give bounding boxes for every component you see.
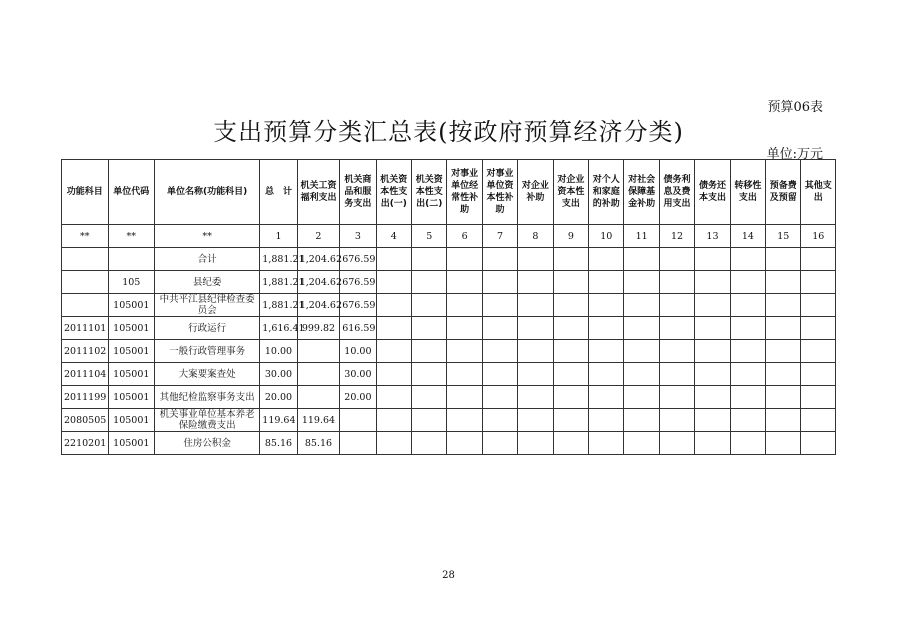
table-cell	[376, 363, 411, 386]
index-cell: 16	[801, 225, 836, 248]
column-header: 机关资本性支出(一)	[376, 160, 411, 225]
table-cell	[482, 432, 517, 455]
table-cell: 999.82	[297, 317, 339, 340]
table-cell	[730, 409, 765, 432]
table-cell	[624, 340, 659, 363]
table-cell: 1,881.21	[260, 248, 297, 271]
column-header: 机关商品和服务支出	[340, 160, 376, 225]
table-cell	[659, 432, 694, 455]
index-cell: **	[155, 225, 260, 248]
table-cell	[340, 432, 376, 455]
table-cell: 1,616.41	[260, 317, 297, 340]
table-row	[62, 248, 836, 271]
column-header: 其他支出	[801, 160, 836, 225]
budget-table	[61, 159, 836, 455]
table-cell: 105001	[108, 432, 155, 455]
table-cell	[447, 294, 482, 317]
page-title: 支出预算分类汇总表(按政府预算经济分类)	[213, 118, 684, 146]
table-cell	[376, 248, 411, 271]
index-cell: 6	[447, 225, 482, 248]
table-cell	[730, 294, 765, 317]
table-cell: 105001	[108, 409, 155, 432]
table-cell	[297, 363, 339, 386]
table-cell	[730, 248, 765, 271]
table-cell: 1,881.21	[260, 271, 297, 294]
table-cell: 105001	[108, 317, 155, 340]
table-header-row	[62, 160, 836, 225]
table-cell	[766, 432, 801, 455]
table-cell	[589, 248, 624, 271]
table-cell	[518, 432, 553, 455]
table-cell: 676.59	[340, 294, 376, 317]
table-cell	[553, 386, 588, 409]
index-cell: 10	[589, 225, 624, 248]
table-cell	[589, 363, 624, 386]
table-cell	[412, 248, 447, 271]
table-cell	[62, 294, 109, 317]
table-cell: 105001	[108, 340, 155, 363]
table-cell	[412, 409, 447, 432]
table-cell: 1,204.62	[297, 248, 339, 271]
table-cell	[659, 317, 694, 340]
table-cell	[801, 340, 836, 363]
table-cell: 30.00	[340, 363, 376, 386]
table-cell	[553, 294, 588, 317]
table-cell: 大案要案查处	[155, 363, 260, 386]
table-cell	[730, 432, 765, 455]
column-header: 机关工资福利支出	[297, 160, 339, 225]
table-cell	[730, 386, 765, 409]
table-cell: 119.64	[297, 409, 339, 432]
column-header: 债务还本支出	[695, 160, 730, 225]
table-cell	[376, 386, 411, 409]
table-cell	[518, 363, 553, 386]
table-cell	[801, 363, 836, 386]
index-cell: 14	[730, 225, 765, 248]
index-cell: 11	[624, 225, 659, 248]
table-cell	[482, 248, 517, 271]
table-cell: 30.00	[260, 363, 297, 386]
table-cell: 676.59	[340, 248, 376, 271]
table-cell	[482, 409, 517, 432]
index-cell: 8	[518, 225, 553, 248]
table-cell	[482, 363, 517, 386]
table-cell	[766, 271, 801, 294]
column-index-row	[62, 225, 836, 248]
column-header: 总 计	[260, 160, 297, 225]
table-cell	[482, 271, 517, 294]
table-cell: 县纪委	[155, 271, 260, 294]
table-body	[62, 225, 836, 455]
table-cell	[659, 271, 694, 294]
table-cell	[297, 386, 339, 409]
table-cell: 机关事业单位基本养老保险缴费支出	[155, 409, 260, 432]
table-cell	[730, 340, 765, 363]
column-header: 转移性支出	[730, 160, 765, 225]
table-cell	[589, 340, 624, 363]
table-cell	[482, 386, 517, 409]
table-cell	[518, 386, 553, 409]
table-cell	[376, 294, 411, 317]
table-cell	[695, 432, 730, 455]
table-cell	[553, 409, 588, 432]
table-cell	[412, 363, 447, 386]
table-cell	[589, 432, 624, 455]
table-cell	[659, 340, 694, 363]
table-cell	[376, 409, 411, 432]
table-cell	[624, 294, 659, 317]
table-cell	[801, 271, 836, 294]
table-cell: 105001	[108, 294, 155, 317]
table-cell	[376, 317, 411, 340]
table-row	[62, 294, 836, 317]
table-cell	[340, 409, 376, 432]
column-header: 对事业单位经常性补助	[447, 160, 482, 225]
table-cell	[624, 409, 659, 432]
column-header: 预备费及预留	[766, 160, 801, 225]
table-cell	[518, 271, 553, 294]
column-header: 对社会保障基金补助	[624, 160, 659, 225]
table-cell: 1,204.62	[297, 294, 339, 317]
column-header: 单位代码	[108, 160, 155, 225]
column-header: 机关资本性支出(二)	[412, 160, 447, 225]
table-cell	[801, 386, 836, 409]
table-cell	[447, 317, 482, 340]
table-cell	[624, 386, 659, 409]
table-cell	[412, 317, 447, 340]
table-cell: 20.00	[260, 386, 297, 409]
table-cell	[659, 294, 694, 317]
table-cell: 住房公积金	[155, 432, 260, 455]
index-cell: 1	[260, 225, 297, 248]
table-cell	[766, 294, 801, 317]
index-cell: 15	[766, 225, 801, 248]
table-row	[62, 340, 836, 363]
table-cell	[447, 248, 482, 271]
table-cell	[801, 294, 836, 317]
table-cell: 85.16	[297, 432, 339, 455]
table-cell: 一般行政管理事务	[155, 340, 260, 363]
column-header: 债务利息及费用支出	[659, 160, 694, 225]
table-cell	[518, 340, 553, 363]
table-cell	[695, 363, 730, 386]
column-header: 对个人和家庭的补助	[589, 160, 624, 225]
table-cell	[518, 317, 553, 340]
table-cell	[766, 409, 801, 432]
table-cell	[801, 317, 836, 340]
column-header: 功能科目	[62, 160, 109, 225]
table-cell	[553, 432, 588, 455]
table-cell	[447, 432, 482, 455]
table-cell	[518, 248, 553, 271]
page-number: 28	[442, 570, 455, 581]
table-cell: 2011104	[62, 363, 109, 386]
table-cell: 1,881.21	[260, 294, 297, 317]
table-cell	[624, 432, 659, 455]
table-cell	[695, 271, 730, 294]
index-cell: 2	[297, 225, 339, 248]
index-cell: 7	[482, 225, 517, 248]
table-cell	[62, 248, 109, 271]
table-cell	[412, 386, 447, 409]
table-cell	[695, 294, 730, 317]
table-cell: 105	[108, 271, 155, 294]
table-cell: 105001	[108, 386, 155, 409]
table-cell	[108, 248, 155, 271]
index-cell: 12	[659, 225, 694, 248]
index-cell: 5	[412, 225, 447, 248]
table-cell	[589, 294, 624, 317]
table-cell	[624, 248, 659, 271]
table-cell	[589, 271, 624, 294]
table-cell: 行政运行	[155, 317, 260, 340]
table-cell	[518, 409, 553, 432]
table-cell	[412, 432, 447, 455]
table-cell	[412, 294, 447, 317]
table-cell	[730, 317, 765, 340]
table-cell	[695, 409, 730, 432]
table-cell	[695, 248, 730, 271]
table-cell	[447, 363, 482, 386]
table-cell	[801, 432, 836, 455]
table-cell: 85.16	[260, 432, 297, 455]
form-number: 预算06表	[767, 100, 823, 115]
table-cell	[695, 317, 730, 340]
table-cell: 其他纪检监察事务支出	[155, 386, 260, 409]
table-cell	[766, 317, 801, 340]
table-cell	[766, 248, 801, 271]
table-cell	[624, 317, 659, 340]
table-row	[62, 386, 836, 409]
table-cell: 616.59	[340, 317, 376, 340]
table-cell	[730, 363, 765, 386]
table-cell	[482, 317, 517, 340]
table-cell	[412, 271, 447, 294]
table-cell	[624, 271, 659, 294]
table-cell	[447, 271, 482, 294]
table-cell	[376, 340, 411, 363]
unit-label: 单位:万元	[766, 147, 823, 162]
column-header: 对事业单位资本性补助	[482, 160, 517, 225]
index-cell: **	[108, 225, 155, 248]
table-cell: 2210201	[62, 432, 109, 455]
table-cell	[695, 340, 730, 363]
table-cell	[589, 386, 624, 409]
table-cell	[553, 248, 588, 271]
table-cell: 119.64	[260, 409, 297, 432]
table-cell	[659, 363, 694, 386]
table-cell	[589, 317, 624, 340]
table-cell	[730, 271, 765, 294]
table-cell	[659, 248, 694, 271]
table-cell	[553, 363, 588, 386]
table-cell: 2011101	[62, 317, 109, 340]
table-cell	[766, 363, 801, 386]
table-cell	[695, 386, 730, 409]
table-cell	[412, 340, 447, 363]
table-cell	[447, 409, 482, 432]
table-cell	[766, 340, 801, 363]
table-cell	[801, 248, 836, 271]
table-cell: 676.59	[340, 271, 376, 294]
table-cell: 2011199	[62, 386, 109, 409]
table-cell: 2080505	[62, 409, 109, 432]
table-cell	[553, 317, 588, 340]
table-row	[62, 409, 836, 432]
table-cell	[376, 432, 411, 455]
table-cell	[659, 409, 694, 432]
table-cell	[801, 409, 836, 432]
table-cell: 20.00	[340, 386, 376, 409]
table-cell: 2011102	[62, 340, 109, 363]
table-cell	[447, 340, 482, 363]
index-cell: **	[62, 225, 109, 248]
table-row	[62, 317, 836, 340]
table-cell	[482, 294, 517, 317]
table-row	[62, 432, 836, 455]
table-cell	[447, 386, 482, 409]
column-header: 对企业补助	[518, 160, 553, 225]
table-cell	[553, 271, 588, 294]
table-cell	[482, 340, 517, 363]
table-cell	[624, 363, 659, 386]
index-cell: 9	[553, 225, 588, 248]
table-cell	[766, 386, 801, 409]
table-cell	[518, 294, 553, 317]
column-header: 对企业资本性支出	[553, 160, 588, 225]
table-cell: 10.00	[260, 340, 297, 363]
table-cell: 10.00	[340, 340, 376, 363]
table-row	[62, 363, 836, 386]
table-cell	[376, 271, 411, 294]
table-cell	[553, 340, 588, 363]
table-cell: 105001	[108, 363, 155, 386]
table-row	[62, 271, 836, 294]
table-cell	[659, 386, 694, 409]
index-cell: 13	[695, 225, 730, 248]
table-cell: 合计	[155, 248, 260, 271]
table-cell: 中共平江县纪律检查委员会	[155, 294, 260, 317]
table-cell	[62, 271, 109, 294]
index-cell: 4	[376, 225, 411, 248]
column-header: 单位名称(功能科目)	[155, 160, 260, 225]
table-cell	[297, 340, 339, 363]
table-cell	[589, 409, 624, 432]
table-cell: 1,204.62	[297, 271, 339, 294]
index-cell: 3	[340, 225, 376, 248]
